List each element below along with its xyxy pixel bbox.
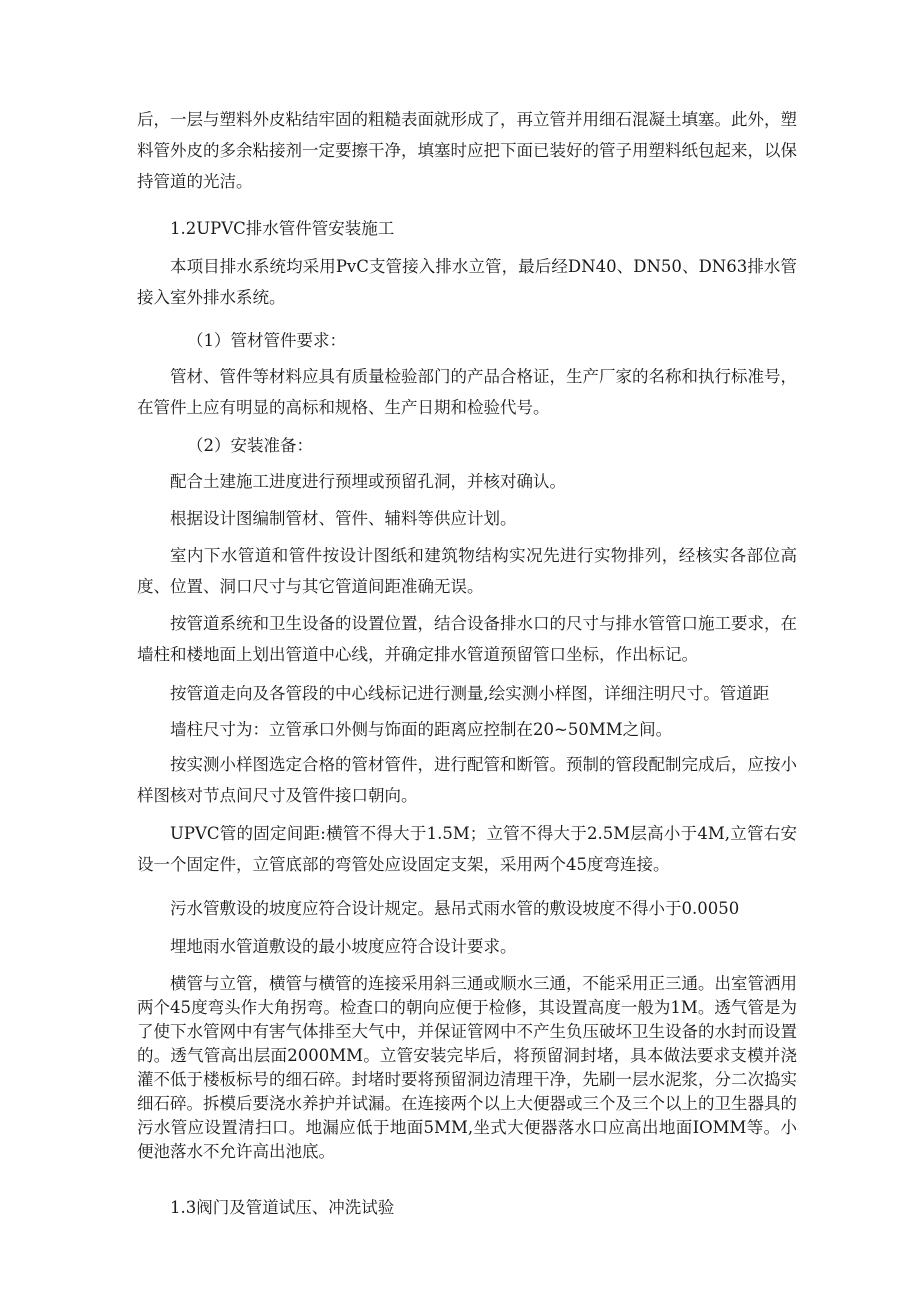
paragraph-fixing-spacing: UPVC管的固定间距:横管不得大于1.5M；立管不得大于2.5M层高小于4M,立管右安设一个固定件，立管底部的弯管处应设固定支架，采用两个45度弯连接。 — [137, 824, 797, 874]
paragraph-supply-plan: 根据设计图编制管材、管件、辅料等供应计划。 — [170, 509, 517, 528]
paragraph-centerline-marking: 按管道系统和卫生设备的设置位置，结合设备排水口的尺寸与排水管管口施工要求，在墙柱和楼地面上划出管道中心线，并确定排水管道预留管口坐标，作出标记。 — [137, 614, 797, 664]
paragraph-drainage-system: 本项目排水系统均采用PvC支管接入排水立管，最后经DN40、DN50、DN63排水管接入室外排水系统。 — [137, 257, 797, 307]
paragraph-pipe-connections: 横管与立管，横管与横管的连接采用斜三通或顺水三通，不能采用正三通。出室管洒用两个45度弯头作大角拐弯。检查口的朝向应便于检修，其设置高度一般为1M。透气管是为了使下水管网中有害气体排至大气中，并保证管网中不产生负压破坏卫生设备的水封而设置的。透气管高出层面2000MM。立管安装完毕后，将预留洞封堵，具本做法要求支模并浇灌不低于楼板标号的细石碎。封堵时要将预留洞边清理干净，先刷一层水泥浆，分二次捣实细石碎。拆模后要浇水养护并试漏。在连接两个以上大便器或三个及三个以上的卫生器具的污水管应设置清扫口。地漏应低于地面5MM,坐式大便器落水口应高出地面IOMM等。小便池落水不允许高出池底。 — [137, 974, 797, 1161]
paragraph-coordinate-civil: 配合土建施工进度进行预埋或预留孔洞，并核对确认。 — [170, 472, 566, 491]
paragraph-wall-distance: 墙柱尺寸为：立管承口外侧与饰面的距离应控制在20~50MM之间。 — [170, 720, 673, 739]
paragraph-slope-requirement: 污水管敷设的坡度应符合设计规定。悬吊式雨水管的敷设坡度不得小于0.0050 — [170, 899, 740, 918]
paragraph-material-certificate: 管材、管件等材料应具有质量检验部门的产品合格证，生产厂家的名称和执行标准号，在管件上应有明显的高标和规格、生产日期和检验代号。 — [137, 367, 797, 417]
paragraph-survey-sketch: 按管道走向及各管段的中心线标记进行测量,绘实测小样图，详细注明尺寸。管道距 — [170, 684, 770, 703]
section-heading-1-3: 1.3阀门及管道试压、冲洗试验 — [170, 1198, 395, 1217]
paragraph-sealing-cleanup: 后，一层与塑料外皮粘结牢固的粗糙表面就形成了，再立管并用细石混凝土填塞。此外，塑料管外皮的多余粘接剂一定要擦干净，填塞时应把下面已装好的管子用塑料纸包起来，以保持管道的光洁。 — [137, 110, 797, 191]
paragraph-physical-layout: 室内下水管道和管件按设计图纸和建筑物结构实况先进行实物排列，经核实各部位高度、位置、洞口尺寸与其它管道间距准确无误。 — [137, 546, 797, 596]
subheading-material-requirements: （1）管材管件要求： — [187, 331, 346, 350]
section-heading-1-2: 1.2UPVC排水管件管安装施工 — [170, 219, 395, 238]
paragraph-pipe-cutting: 按实测小样图选定合格的管材管件，进行配管和断管。预制的管段配制完成后，应按小样图核对节点间尺寸及管件接口朝向。 — [137, 755, 797, 805]
subheading-installation-prep: （2）安装准备： — [187, 436, 313, 455]
paragraph-buried-pipe-slope: 埋地雨水管道敷设的最小坡度应符合设计要求。 — [170, 937, 517, 956]
